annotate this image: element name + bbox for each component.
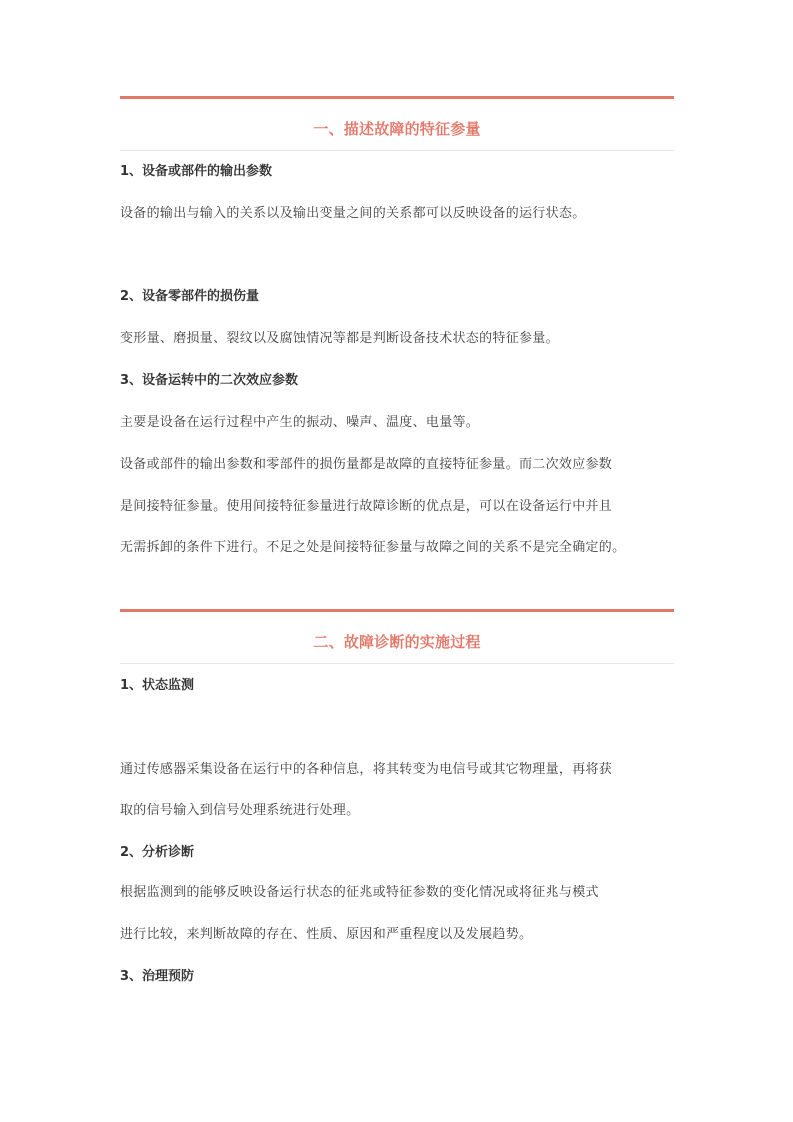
section-title: 二、故障诊断的实施过程 (313, 633, 481, 651)
subsection-heading: 3、治理预防 (120, 969, 195, 984)
section-divider (120, 663, 674, 664)
paragraph-line: 设备或部件的输出参数和零部件的损伤量都是故障的直接特征参量。而二次效应参数 (120, 457, 613, 472)
subsection-heading: 1、状态监测 (120, 678, 195, 693)
paragraph: 变形量、磨损量、裂纹以及腐蚀情况等都是判断设备技术状态的特征参量。 (120, 331, 559, 346)
subsection-heading: 2、设备零部件的损伤量 (120, 289, 260, 304)
subsection-heading: 1、设备或部件的输出参数 (120, 164, 273, 179)
paragraph: 主要是设备在运行过程中产生的振动、噪声、温度、电量等。 (120, 415, 480, 430)
section-top-bar (120, 609, 674, 612)
section-title: 一、描述故障的特征参量 (313, 120, 481, 138)
paragraph-line: 是间接特征参量。使用间接特征参量进行故障诊断的优点是，可以在设备运行中并且 (120, 499, 613, 514)
paragraph: 设备的输出与输入的关系以及输出变量之间的关系都可以反映设备的运行状态。 (120, 206, 586, 221)
paragraph-line: 无需拆卸的条件下进行。不足之处是间接特征参量与故障之间的关系不是完全确定的。 (120, 540, 626, 555)
paragraph-line: 根据监测到的能够反映设备运行状态的征兆或特征参数的变化情况或将征兆与模式 (120, 885, 599, 900)
subsection-heading: 3、设备运转中的二次效应参数 (120, 373, 299, 388)
section-divider (120, 150, 674, 151)
paragraph-line: 进行比较，来判断故障的存在、性质、原因和严重程度以及发展趋势。 (120, 927, 533, 942)
subsection-heading: 2、分析诊断 (120, 845, 195, 860)
section-top-bar (120, 96, 674, 99)
paragraph-line: 取的信号输入到信号处理系统进行处理。 (120, 803, 360, 818)
paragraph-line: 通过传感器采集设备在运行中的各种信息，将其转变为电信号或其它物理量，再将获 (120, 762, 613, 777)
